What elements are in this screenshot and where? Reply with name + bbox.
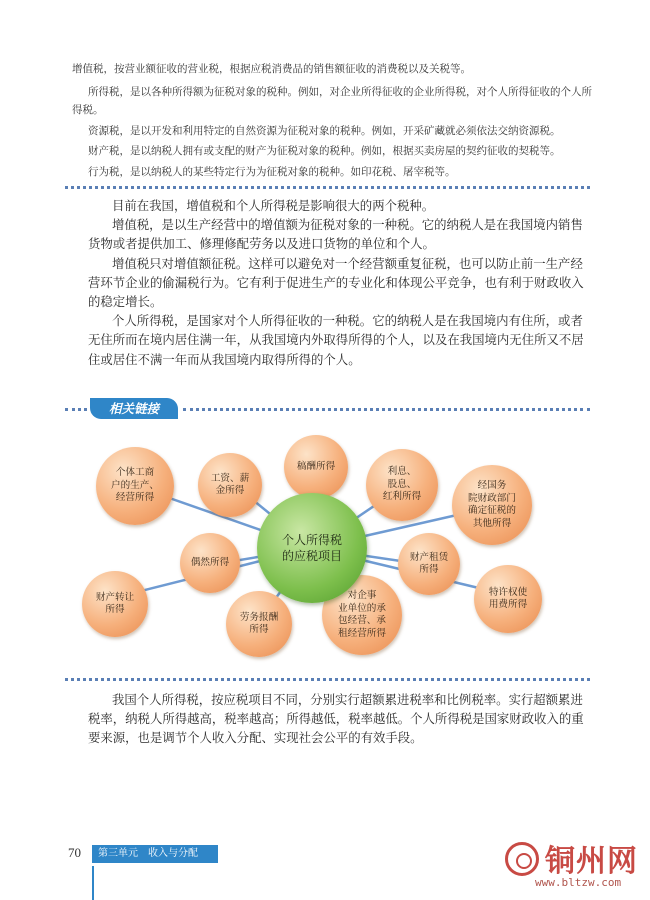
node-label: 偶然所得 [190,556,230,568]
watermark [505,836,645,896]
tax-item-node [180,533,240,593]
dotted-divider [183,408,590,411]
top-notes [72,60,592,183]
node-label: 特许权使 用费所得 [488,586,528,610]
watermark-logo-icon [505,842,539,876]
body-paragraph: 个人所得税，是国家对个人所得征收的一种税。它的纳税人是在我国境内有住所，或者无住所而在境内居住满一年，从我国境内外取得所得的个人，以及在我国境内无住所又不居住或居住不满一年而从我国境内取得所得的个人。 [88,313,584,367]
watermark-url: www.bltzw.com [535,876,622,889]
chapter-label: 第三单元 收入与分配 [92,845,218,863]
related-link-bar [65,398,590,420]
tax-items-diagram [60,425,590,675]
node-label: 劳务报酬 所得 [239,611,279,635]
tax-item-node [452,465,532,545]
tax-item-node [226,591,292,657]
note-line: 资源税，是以开发和利用特定的自然资源为征税对象的税种。例如，开采矿藏就必须依法交纳资源税。 [88,124,561,137]
body-paragraph: 目前在我国，增值税和个人所得税是影响很大的两个税种。 [112,198,435,213]
node-label: 工资、薪 金所得 [210,472,250,496]
tax-item-node [96,447,174,525]
footer-rule [92,866,94,900]
node-label: 财产租赁 所得 [409,551,449,575]
body-paragraph: 增值税只对增值额征税。这样可以避免对一个经营额重复征税，也可以防止前一生产经营环节企业的偷漏税行为。它有利于促进生产的专业化和体现公平竞争，也有利于财政收入的稳定增长。 [88,255,584,310]
center-label: 个人所得税 的应税项目 [281,533,342,563]
tax-item-node [82,571,148,637]
tax-item-node [474,565,542,633]
page-number: 70 [68,845,81,860]
node-label: 利息、 股息、 红利所得 [382,466,422,503]
note-line: 行为税，是以纳税人的某些特定行为为征税对象的税种。如印花税、屠宰税等。 [88,165,456,178]
node-label: 个体工商 户的生产、 经营所得 [111,467,159,504]
watermark-title: 铜州网 [545,844,638,879]
dotted-divider [65,408,87,411]
note-line: 增值税，按营业额征收的营业税，根据应税消费品的销售额征收的消费税以及关税等。 [72,63,471,75]
tax-item-node [398,533,460,595]
tax-item-node [284,435,348,499]
dotted-divider [65,678,590,681]
note-line: 所得税，是以各种所得额为征税对象的税种。例如，对企业所得征收的企业所得税，对个人所得征收的个人所得税。 [72,85,592,116]
node-label: 财产转让 所得 [95,591,135,615]
related-link-badge: 相关链接 [90,398,178,419]
tax-item-node [366,449,438,521]
node-label: 对企事 业单位的承 包经营、承 租经营所得 [338,590,386,639]
main-body [88,196,588,369]
node-label: 稿酬所得 [296,460,336,472]
body-paragraph: 我国个人所得税，按应税项目不同，分别实行超额累进税率和比例税率。实行超额累进税率，纳税人所得越高，税率越高；所得越低，税率越低。个人所得税是国家财政收入的重要来源，也是调节个人收入分配、实现社会公平的有效手段。 [88,692,584,746]
center-node [257,493,367,603]
tax-item-node [198,453,262,517]
body-paragraph: 增值税，是以生产经营中的增值额为征税对象的一种税。它的纳税人是在我国境内销售货物或者提供加工、修理修配劳务以及进口货物的单位和个人。 [88,217,583,252]
note-line: 财产税，是以纳税人拥有或支配的财产为征税对象的税种。例如，根据买卖房屋的契约征收的契税等。 [88,145,561,157]
closing-body [88,690,588,748]
dotted-divider [65,186,590,189]
node-label: 经国务 院财政部门 确定征税的 其他所得 [468,480,516,529]
